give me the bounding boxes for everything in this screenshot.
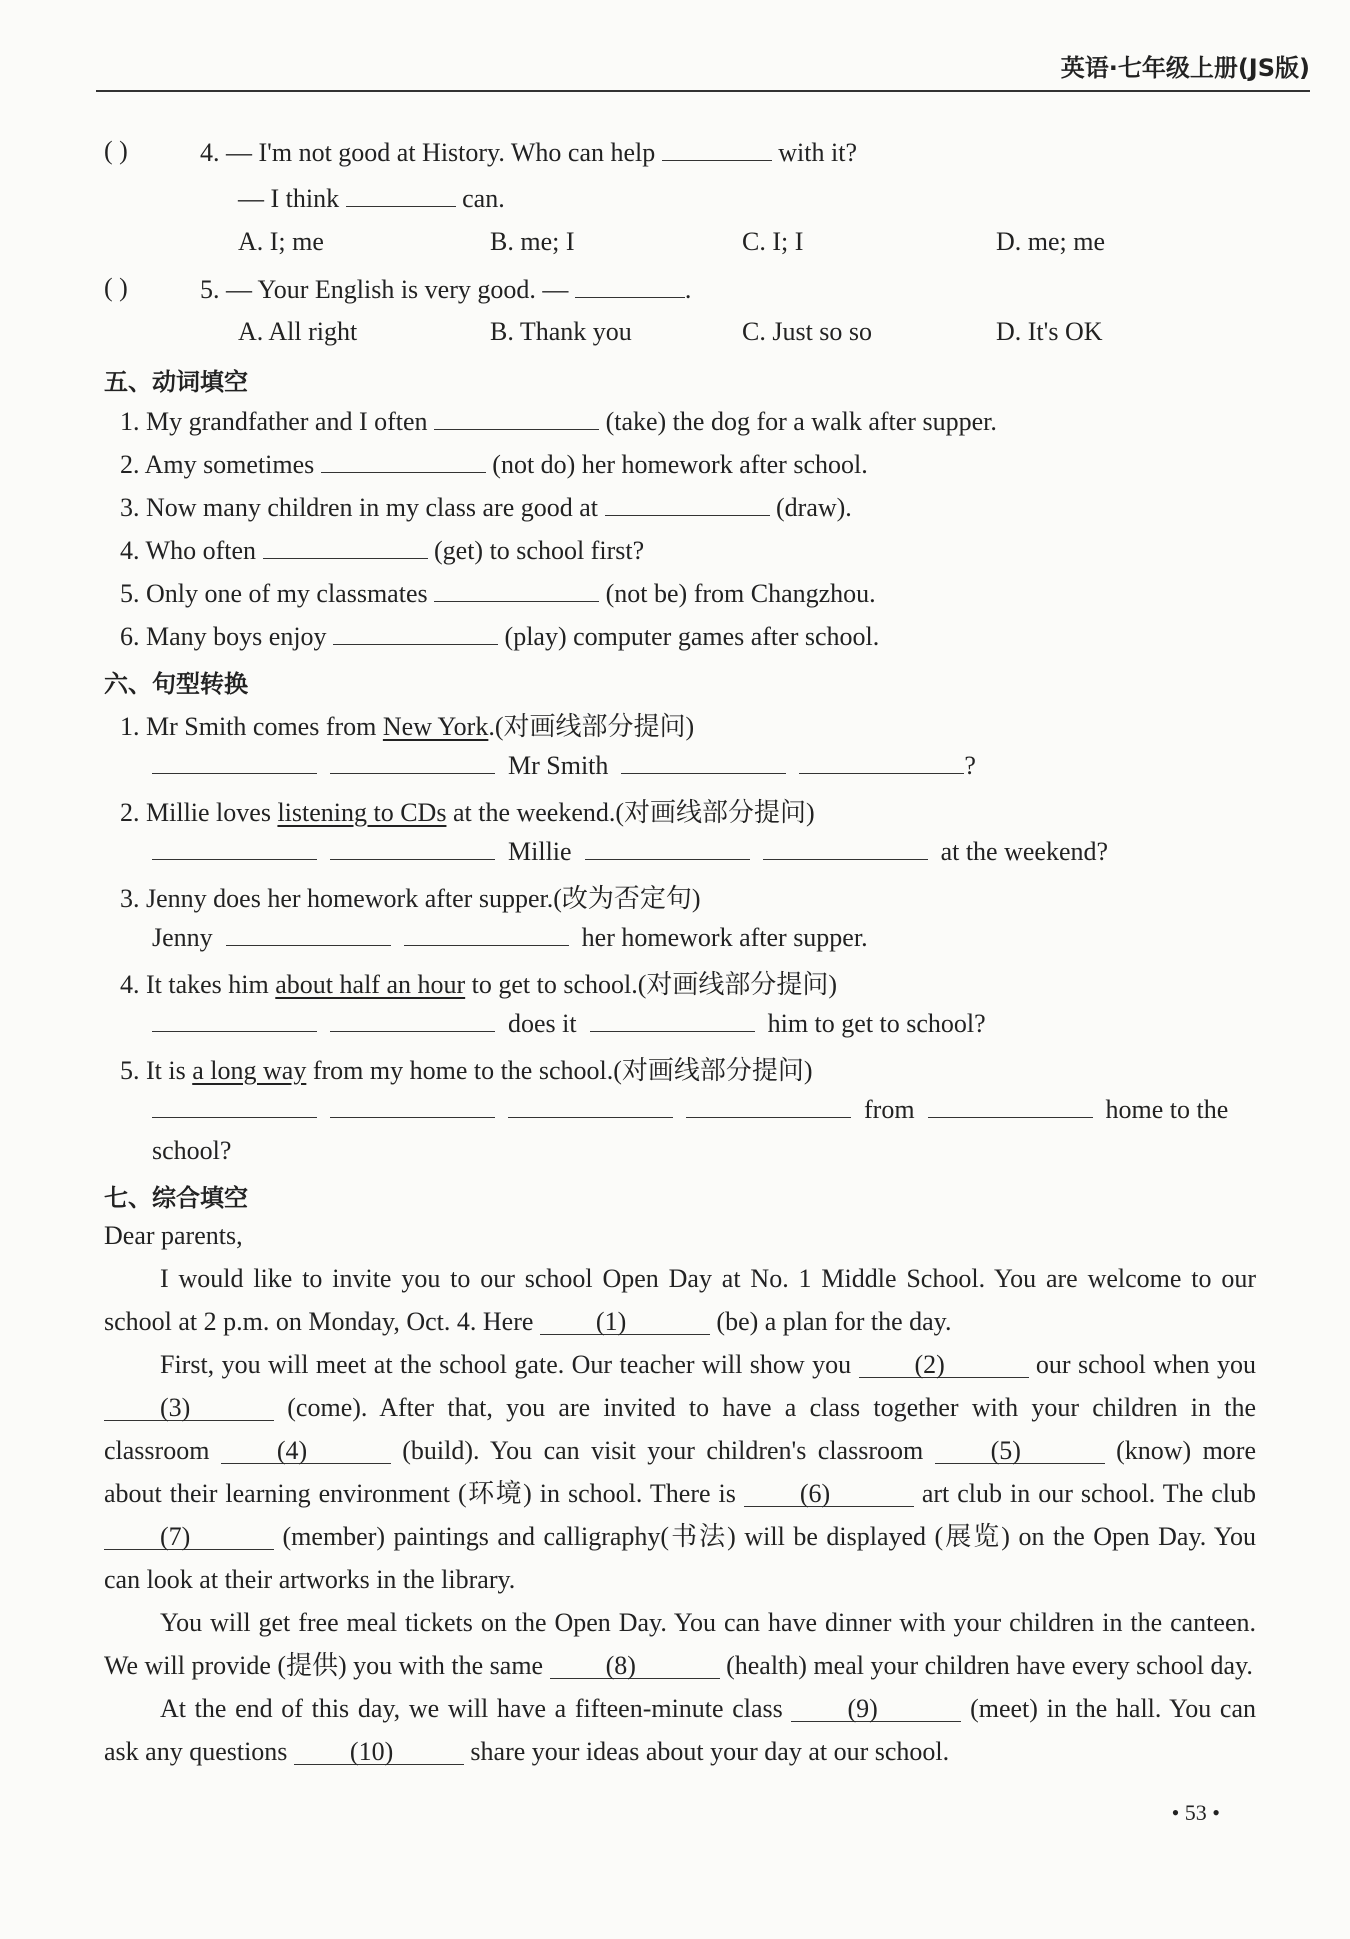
answer-blank[interactable] bbox=[330, 1007, 495, 1032]
cloze-blank[interactable]: (10) bbox=[294, 1740, 464, 1765]
answer-blank[interactable] bbox=[434, 577, 599, 602]
answer-blank[interactable] bbox=[152, 749, 317, 774]
answer-line bbox=[152, 1093, 1228, 1125]
verb-item bbox=[120, 491, 852, 523]
option-c[interactable]: C. I; I bbox=[742, 227, 804, 256]
transform-q5 bbox=[120, 1050, 813, 1087]
header-rule bbox=[96, 90, 1310, 92]
greeting: Dear parents, bbox=[104, 1221, 243, 1250]
question-text-end: . bbox=[684, 275, 692, 304]
answer-blank[interactable] bbox=[263, 534, 428, 559]
verb-item bbox=[120, 405, 997, 437]
question-text-end: with it? bbox=[778, 138, 857, 167]
transform-q4 bbox=[120, 964, 837, 1001]
underlined-part: listening to CDs bbox=[277, 798, 447, 827]
item-text: (not do) her homework after school. bbox=[492, 450, 868, 479]
mc-q4-line2 bbox=[238, 182, 505, 214]
item-text: Mr Smith bbox=[508, 751, 609, 780]
item-text: 3. Jenny does her homework after supper.(改为否定句) bbox=[120, 884, 701, 913]
answer-blank[interactable] bbox=[621, 749, 786, 774]
item-text: .(对画线部分提问) bbox=[488, 712, 695, 741]
option-b[interactable]: B. Thank you bbox=[490, 317, 632, 346]
item-text: 1. My grandfather and I often bbox=[120, 407, 428, 436]
mc-q5 bbox=[200, 273, 691, 305]
answer-blank[interactable] bbox=[330, 1093, 495, 1118]
answer-line bbox=[152, 749, 976, 781]
answer-blank[interactable] bbox=[686, 1093, 851, 1118]
answer-blank[interactable] bbox=[330, 835, 495, 860]
item-text: 2. Amy sometimes bbox=[120, 450, 315, 479]
section-title: 七、综合填空 bbox=[104, 1184, 248, 1212]
answer-bracket: ( ) bbox=[104, 273, 128, 302]
item-text: at the weekend.(对画线部分提问) bbox=[446, 798, 815, 827]
book-header: 英语·七年级上册(JS版) bbox=[1060, 54, 1310, 82]
item-text: (draw). bbox=[776, 493, 852, 522]
question-text: — I think bbox=[238, 184, 340, 213]
answer-blank[interactable] bbox=[605, 491, 770, 516]
cloze-passage bbox=[104, 1214, 1256, 1773]
answer-blank[interactable] bbox=[763, 835, 928, 860]
answer-line bbox=[152, 1007, 986, 1039]
item-text: Millie bbox=[508, 837, 572, 866]
section-title: 五、动词填空 bbox=[104, 368, 248, 396]
item-text: 2. Millie loves bbox=[120, 798, 278, 827]
answer-blank[interactable] bbox=[152, 835, 317, 860]
passage-text: I would like to invite you to our school Open Day at No. 1 Middle School. You are welcome to our school at 2 p.m. on Monday, Oct. 4. Here bbox=[104, 1264, 1256, 1336]
item-text: to get to school.(对画线部分提问) bbox=[465, 970, 838, 999]
item-text: him to get to school? bbox=[767, 1009, 986, 1038]
option-d[interactable]: D. me; me bbox=[996, 227, 1106, 256]
option-d[interactable]: D. It's OK bbox=[996, 317, 1103, 346]
answer-blank[interactable] bbox=[799, 749, 964, 774]
item-text: 3. Now many children in my class are good at bbox=[120, 493, 598, 522]
passage-text: (build). You can visit your children's classroom bbox=[390, 1436, 935, 1465]
item-text: does it bbox=[508, 1009, 577, 1038]
question-text-end: can. bbox=[462, 184, 505, 213]
item-text: from bbox=[864, 1095, 915, 1124]
item-text: Jenny bbox=[152, 923, 213, 952]
item-text: 1. Mr Smith comes from bbox=[120, 712, 383, 741]
answer-blank[interactable] bbox=[434, 405, 599, 430]
cloze-blank[interactable]: (6) bbox=[744, 1482, 914, 1507]
answer-blank[interactable] bbox=[662, 136, 772, 161]
item-text: from my home to the school.(对画线部分提问) bbox=[306, 1056, 813, 1085]
passage-text: First, you will meet at the school gate. Our teacher will show you bbox=[160, 1350, 859, 1379]
answer-blank[interactable] bbox=[321, 448, 486, 473]
passage-text: At the end of this day, we will have a fifteen-minute class bbox=[160, 1694, 792, 1723]
answer-blank[interactable] bbox=[152, 1007, 317, 1032]
item-text: 5. It is bbox=[120, 1056, 193, 1085]
answer-blank[interactable] bbox=[152, 1093, 317, 1118]
item-text: 4. It takes him bbox=[120, 970, 276, 999]
underlined-part: about half an hour bbox=[275, 970, 466, 999]
item-text: 6. Many boys enjoy bbox=[120, 622, 327, 651]
passage-text: share your ideas about your day at our school. bbox=[463, 1737, 950, 1766]
question-text: 4. — I'm not good at History. Who can help bbox=[200, 138, 656, 167]
option-a[interactable]: A. All right bbox=[238, 317, 358, 346]
answer-blank[interactable] bbox=[333, 620, 498, 645]
question-text: 5. — Your English is very good. — bbox=[200, 275, 569, 304]
answer-blank[interactable] bbox=[346, 182, 456, 207]
transform-q3 bbox=[120, 878, 701, 915]
item-text: ? bbox=[964, 751, 976, 780]
passage-text: (come). After that, you are invited to have a class together with your children in the classroom bbox=[104, 1393, 1256, 1465]
answer-bracket: ( ) bbox=[104, 136, 128, 165]
paragraph bbox=[104, 1257, 1256, 1343]
transform-q2 bbox=[120, 792, 815, 829]
cloze-blank[interactable]: (4) bbox=[221, 1439, 391, 1464]
item-text: (take) the dog for a walk after supper. bbox=[605, 407, 997, 436]
answer-blank[interactable] bbox=[590, 1007, 755, 1032]
item-text: at the weekend? bbox=[940, 837, 1109, 866]
passage-text: (meet) in the hall. You can ask any questions bbox=[104, 1694, 1257, 1766]
verb-item bbox=[120, 577, 876, 609]
passage-text: (health) meal your children have every school day. bbox=[719, 1651, 1253, 1680]
answer-blank[interactable] bbox=[585, 835, 750, 860]
page-number: • 53 • bbox=[1171, 1800, 1220, 1825]
answer-blank[interactable] bbox=[226, 921, 391, 946]
cloze-blank[interactable]: (3) bbox=[104, 1396, 274, 1421]
answer-line bbox=[152, 921, 868, 953]
answer-blank[interactable] bbox=[928, 1093, 1093, 1118]
verb-item bbox=[120, 534, 644, 566]
verb-item bbox=[120, 620, 879, 652]
item-text: her homework after supper. bbox=[581, 923, 868, 952]
cloze-blank[interactable]: (2) bbox=[859, 1353, 1029, 1378]
item-text: (not be) from Changzhou. bbox=[605, 579, 876, 608]
answer-line bbox=[152, 835, 1108, 867]
item-text: (play) computer games after school. bbox=[504, 622, 880, 651]
answer-blank[interactable] bbox=[330, 749, 495, 774]
item-text: home to the bbox=[1105, 1095, 1229, 1124]
item-text: 4. Who often bbox=[120, 536, 256, 565]
option-a[interactable]: A. I; me bbox=[238, 227, 324, 256]
paragraph bbox=[104, 1343, 1256, 1601]
item-text: 5. Only one of my classmates bbox=[120, 579, 428, 608]
cloze-blank[interactable]: (8) bbox=[550, 1654, 720, 1679]
answer-blank[interactable] bbox=[508, 1093, 673, 1118]
cloze-blank[interactable]: (7) bbox=[104, 1525, 274, 1550]
passage-text: (know) more about their learning environment (环境) in school. There is bbox=[104, 1436, 1256, 1508]
underlined-part: a long way bbox=[192, 1056, 307, 1085]
underlined-part: New York bbox=[382, 712, 489, 741]
verb-item bbox=[120, 448, 868, 480]
cloze-blank[interactable]: (9) bbox=[791, 1697, 961, 1722]
paragraph bbox=[104, 1687, 1256, 1773]
passage-text: You will get free meal tickets on the Open Day. You can have dinner with your children in the canteen. We will provide (提供) you with the same bbox=[104, 1608, 1256, 1680]
paragraph bbox=[104, 1601, 1256, 1687]
option-b[interactable]: B. me; I bbox=[490, 227, 575, 256]
transform-q1 bbox=[120, 706, 694, 743]
cloze-blank[interactable]: (5) bbox=[935, 1439, 1105, 1464]
section-title: 六、句型转换 bbox=[104, 670, 248, 698]
passage-text: (member) paintings and calligraphy(书法) will be displayed (展览) on the Open Day. You can look at their artworks in the library. bbox=[104, 1522, 1256, 1594]
item-text: (get) to school first? bbox=[434, 536, 645, 565]
passage-text: art club in our school. The club bbox=[913, 1479, 1256, 1508]
answer-blank[interactable] bbox=[575, 273, 685, 298]
passage-text: (be) a plan for the day. bbox=[709, 1307, 952, 1336]
cloze-blank[interactable]: (1) bbox=[540, 1310, 710, 1335]
answer-blank[interactable] bbox=[404, 921, 569, 946]
option-c[interactable]: C. Just so so bbox=[742, 317, 873, 346]
mc-q4 bbox=[200, 136, 857, 168]
item-text-wrap: school? bbox=[152, 1136, 232, 1165]
passage-text: our school when you bbox=[1028, 1350, 1256, 1379]
